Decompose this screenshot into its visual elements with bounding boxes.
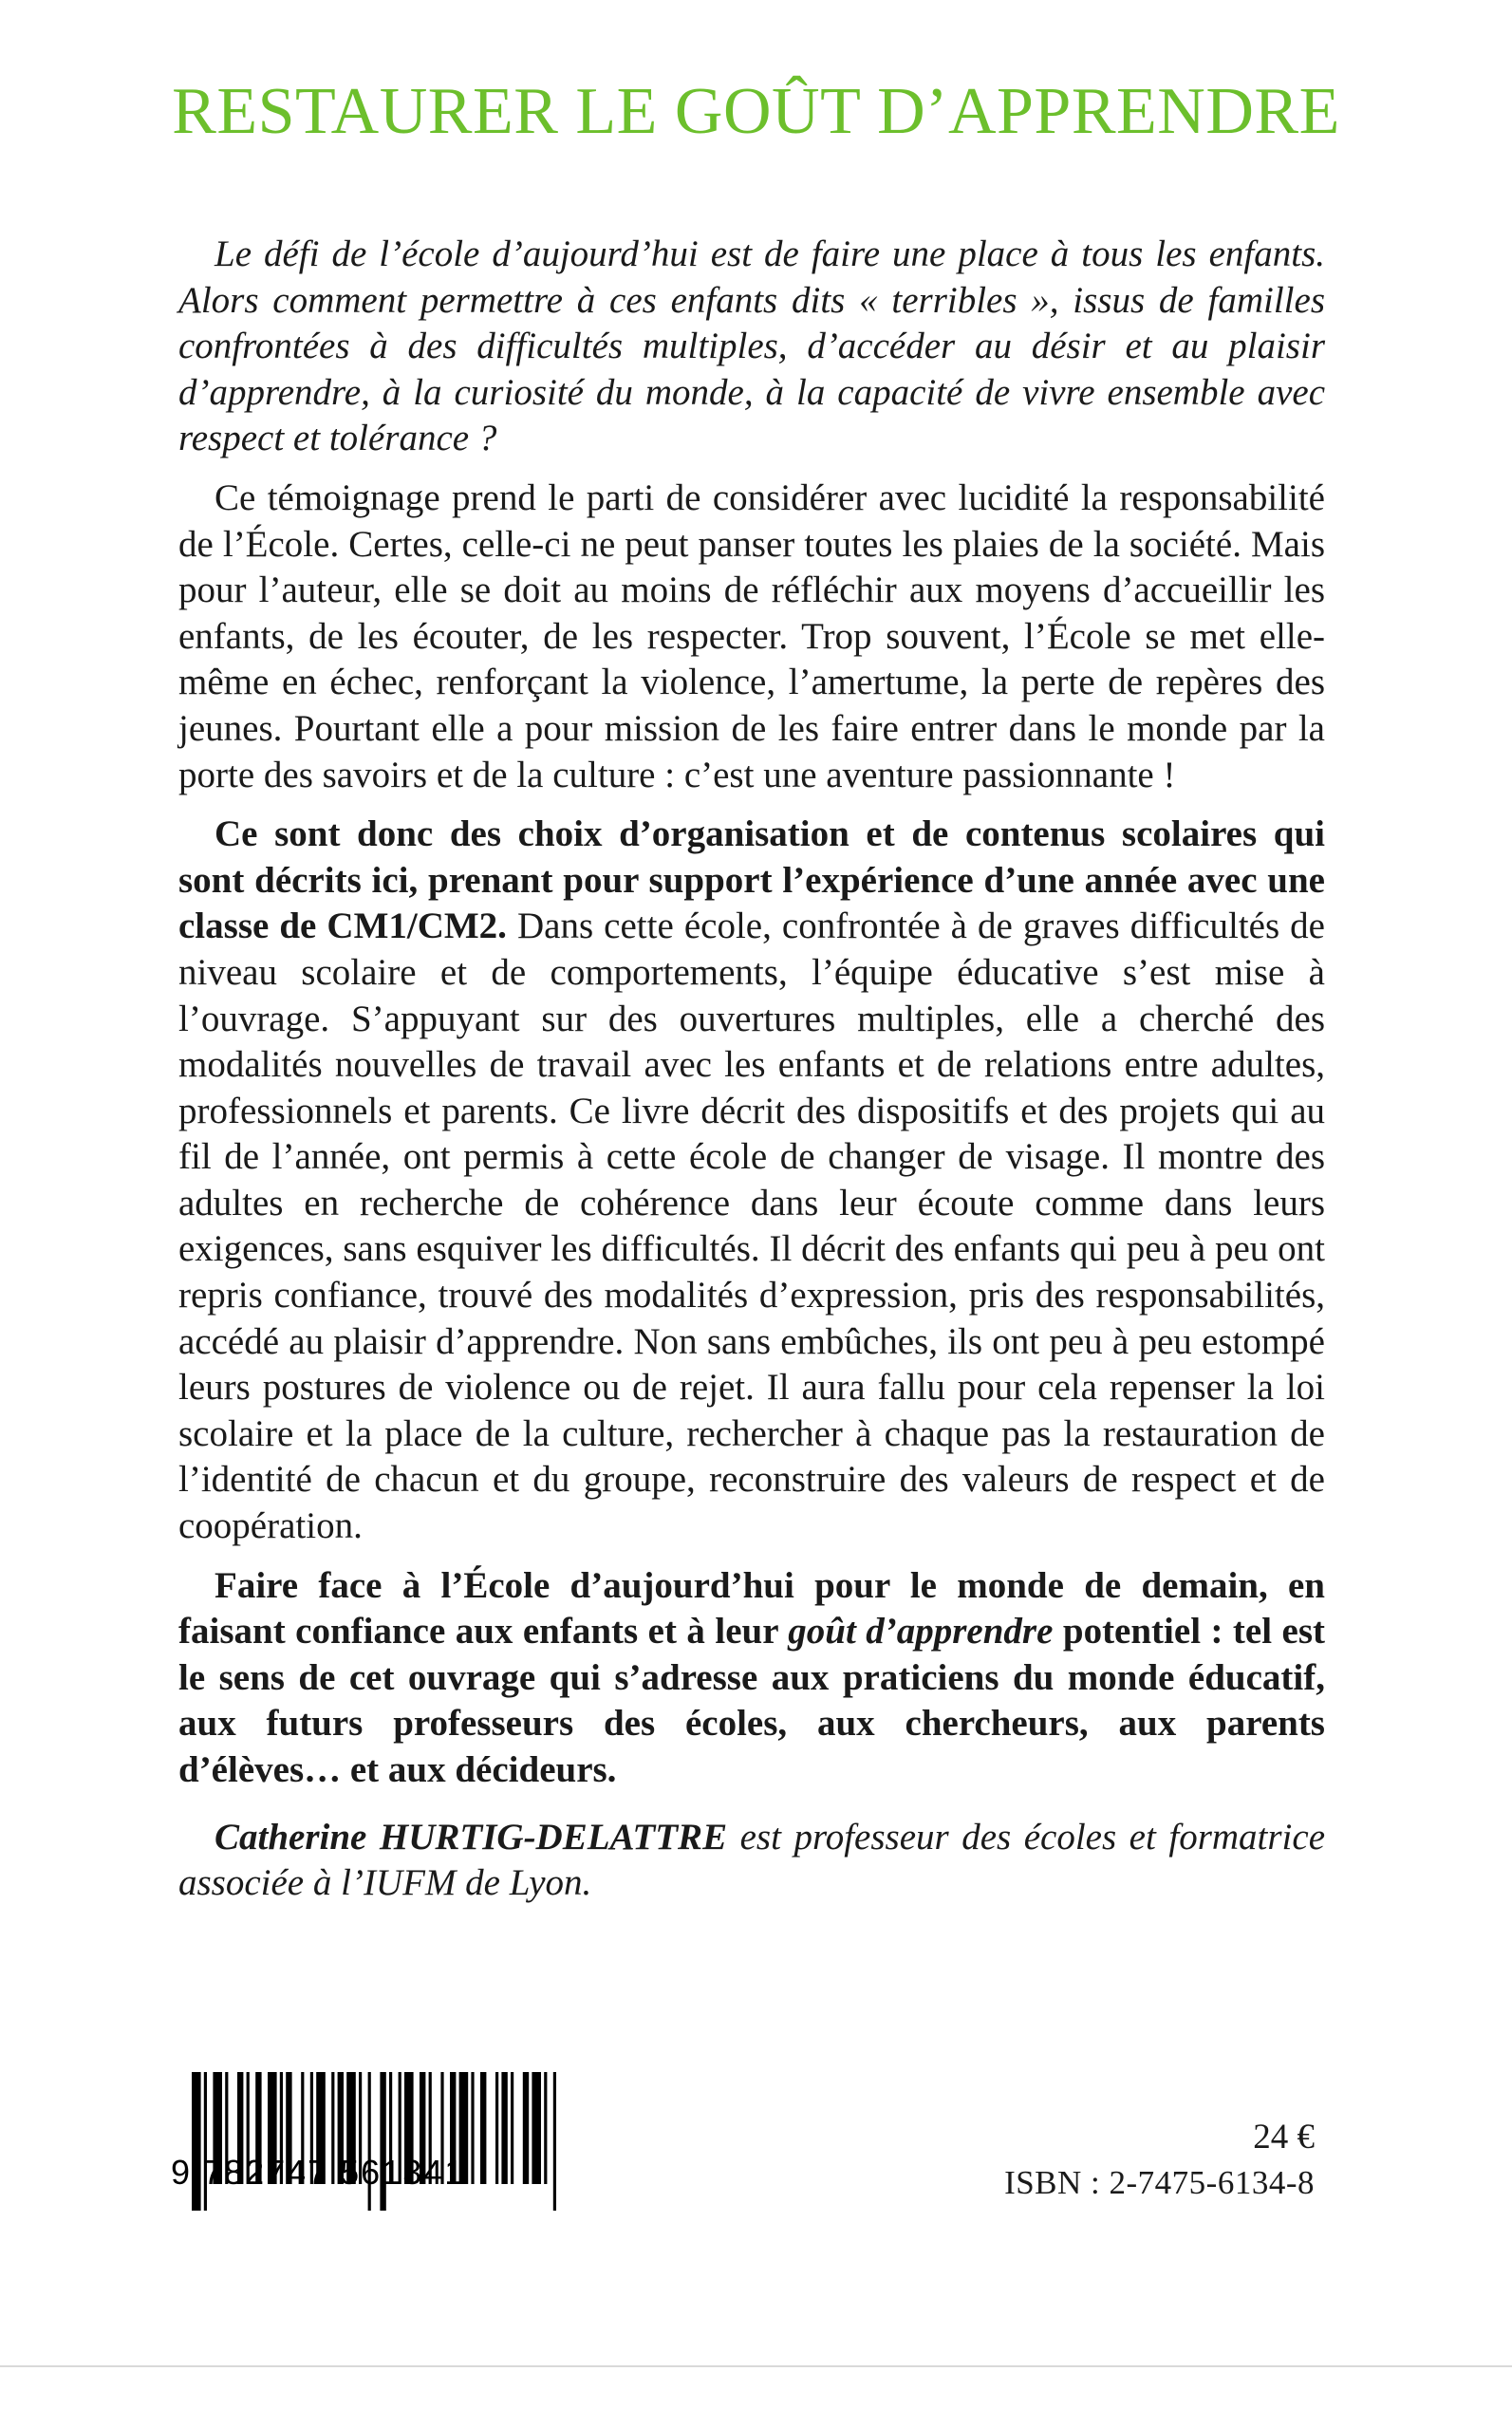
intro-paragraph: Le défi de l’école d’aujourd’hui est de faire une place à tous les enfants. Alors comment permettre à ces enfants dits « terribles », issus de familles confrontées à des difficultés multiples, d’accéder au désir et au plaisir d’apprendre, à la curiosité du monde, à la capacité de vivre ensemble avec respect et tolérance ? [178, 233, 1325, 459]
testimony-paragraph: Ce témoignage prend le parti de considérer avec lucidité la responsabilité de l’École. Certes, celle-ci ne peut panser toutes les plaies de la société. Mais pour l’auteur, elle se doit au moins de réfléchir aux moyens d’accueillir les enfants, de les écouter, de les respecter. Trop souvent, l’École se met elle-même en échec, renforçant la violence, l’amertume, la perte de repères des jeunes. Pourtant elle a pour mission de les faire entrer dans le monde par la porte des savoirs et de la culture : c’est une aventure passionnante ! [178, 476, 1325, 795]
purpose-part-a: Faire face à l’École d’aujourd’hui pour le monde de demain, en faisant confiance aux enfants et à leur [178, 1564, 1325, 1653]
isbn: ISBN : 2-7475-6134-8 [1004, 2164, 1315, 2201]
author-bio [178, 1815, 1325, 1907]
book-title: RESTAURER LE GOÛT D’APPRENDRE [172, 75, 1340, 148]
price: 24 € [1253, 2118, 1315, 2157]
purpose-italic: goût d’apprendre [788, 1611, 1054, 1653]
description-bold-lead: Ce sont donc des choix d’organisation et de contenus scolaires qui sont décrits ici, prenant pour support l’expérience d’une année avec une classe de CM1/CM2. [178, 813, 1325, 947]
barcode-digits: 9 782747 561341 [171, 2153, 466, 2192]
bottom-divider [0, 2365, 1512, 2367]
author-name: Catherine HURTIG-DELATTRE [215, 1816, 728, 1858]
description-body: Dans cette école, confrontée à de graves difficultés de niveau scolaire et de comportements, l’équipe éducative s’est mise à l’ouvrage. S’appuyant sur des ouvertures multiples, elle a cherché des modalités nouvelles de travail avec les enfants et de relations entre adultes, professionnels et parents. Ce livre décrit des dispositifs et des projets qui au fil de l’année, ont permis à cette école de changer de visage. Il montre des adultes en recherche de cohérence dans leur écoute comme dans leurs exigences, sans esquiver les difficultés. Il décrit des enfants qui peu à peu ont repris confiance, trouvé des modalités d’expression, pris des responsabilités, accédé au plaisir d’apprendre. Non sans embûches, ils ont peu à peu estompé leurs postures de violence ou de rejet. Il aura fallu pour cela repenser la loi scolaire et la place de la culture, rechercher à chaque pas la restauration de l’identité de chacun et du groupe, reconstruire des valeurs de respect et de coopération. [178, 906, 1325, 1547]
author-description: est professeur des écoles et formatrice associée à l’IUFM de Lyon. [178, 1816, 1326, 1904]
back-cover-text [178, 232, 1325, 1920]
purpose-paragraph [178, 1563, 1325, 1794]
description-paragraph [178, 812, 1325, 1550]
purpose-part-b: potentiel : tel est le sens de cet ouvrage qui s’adresse aux praticiens du monde éducatif, aux futurs professeurs des écoles, aux chercheurs, aux parents d’élèves… et aux décideurs. [178, 1611, 1325, 1790]
